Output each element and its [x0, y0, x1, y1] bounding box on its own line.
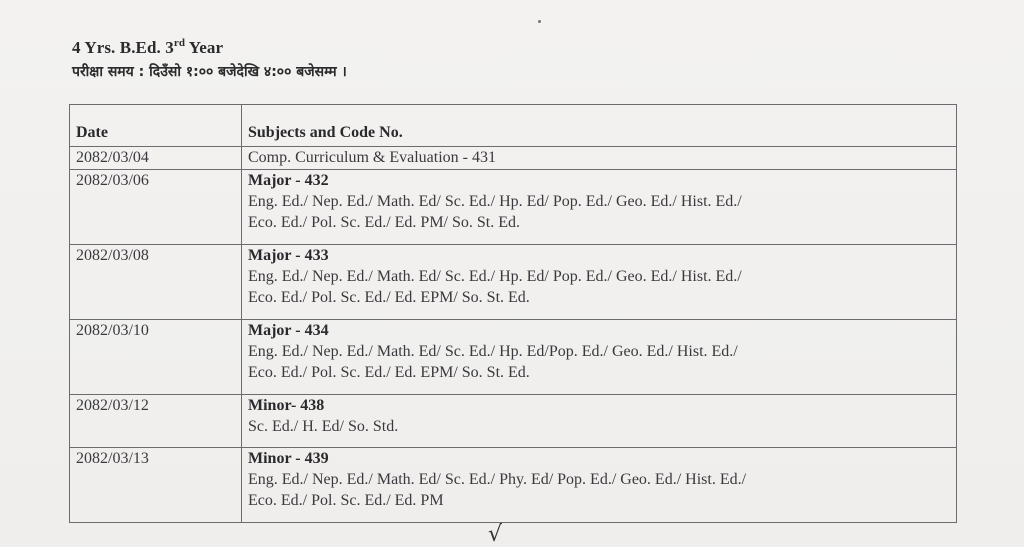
ink-dot — [538, 20, 541, 23]
subjects-cell — [242, 170, 957, 245]
subject-line: Eco. Ed./ Pol. Sc. Ed./ Ed. EPM/ So. St. Ed. — [248, 289, 530, 306]
table-row — [70, 395, 957, 448]
subjects-cell — [242, 448, 957, 523]
date-cell: 2082/03/08 — [70, 245, 242, 320]
subject-line: Comp. Curriculum & Evaluation - 431 — [248, 149, 496, 166]
subjects-cell — [242, 245, 957, 320]
subject-line: Eng. Ed./ Nep. Ed./ Math. Ed/ Sc. Ed./ Hp. Ed/Pop. Ed./ Geo. Ed./ Hist. Ed./ — [248, 343, 738, 360]
subject-line: Eng. Ed./ Nep. Ed./ Math. Ed/ Sc. Ed./ Hp. Ed/ Pop. Ed./ Geo. Ed./ Hist. Ed./ — [248, 268, 742, 285]
date-cell: 2082/03/12 — [70, 395, 242, 448]
subject-code-title: Major - 434 — [248, 322, 329, 339]
subject-line: Eco. Ed./ Pol. Sc. Ed./ Ed. PM — [248, 492, 444, 509]
subject-line: Eco. Ed./ Pol. Sc. Ed./ Ed. EPM/ So. St. Ed. — [248, 364, 530, 381]
subject-code-title: Minor - 439 — [248, 450, 329, 467]
subjects-cell — [242, 320, 957, 395]
program-heading — [72, 38, 223, 58]
handwritten-tick-mark: √ — [488, 522, 503, 547]
subject-line: Eco. Ed./ Pol. Sc. Ed./ Ed. PM/ So. St. Ed. — [248, 214, 521, 231]
subject-code-title: Major - 432 — [248, 172, 329, 189]
date-cell: 2082/03/13 — [70, 448, 242, 523]
exam-schedule-table — [69, 104, 957, 523]
date-cell: 2082/03/04 — [70, 147, 242, 170]
table-row — [70, 245, 957, 320]
table-row — [70, 448, 957, 523]
subject-line: Sc. Ed./ H. Ed/ So. Std. — [248, 418, 399, 435]
program-prefix: 4 Yrs. B.Ed. 3 — [72, 38, 174, 57]
subject-code-title: Major - 433 — [248, 247, 329, 264]
column-header-subjects: Subjects and Code No. — [242, 105, 957, 147]
table-row — [70, 170, 957, 245]
subjects-cell — [242, 147, 957, 170]
date-cell: 2082/03/06 — [70, 170, 242, 245]
table-row — [70, 320, 957, 395]
table-row — [70, 147, 957, 170]
exam-time-line: परीक्षा समय : दिउँसो १:०० बजेदेखि ४:०० बजेसम्म । — [72, 64, 347, 80]
subject-line: Eng. Ed./ Nep. Ed./ Math. Ed/ Sc. Ed./ Hp. Ed/ Pop. Ed./ Geo. Ed./ Hist. Ed./ — [248, 193, 742, 210]
program-ordinal-sup: rd — [173, 37, 186, 49]
column-header-date: Date — [70, 105, 242, 147]
program-suffix: Year — [185, 38, 224, 57]
table-header-row — [70, 105, 957, 147]
subject-line: Eng. Ed./ Nep. Ed./ Math. Ed/ Sc. Ed./ Phy. Ed/ Pop. Ed./ Geo. Ed./ Hist. Ed./ — [248, 471, 747, 488]
subject-code-title: Minor- 438 — [248, 397, 325, 414]
subjects-cell — [242, 395, 957, 448]
date-cell: 2082/03/10 — [70, 320, 242, 395]
